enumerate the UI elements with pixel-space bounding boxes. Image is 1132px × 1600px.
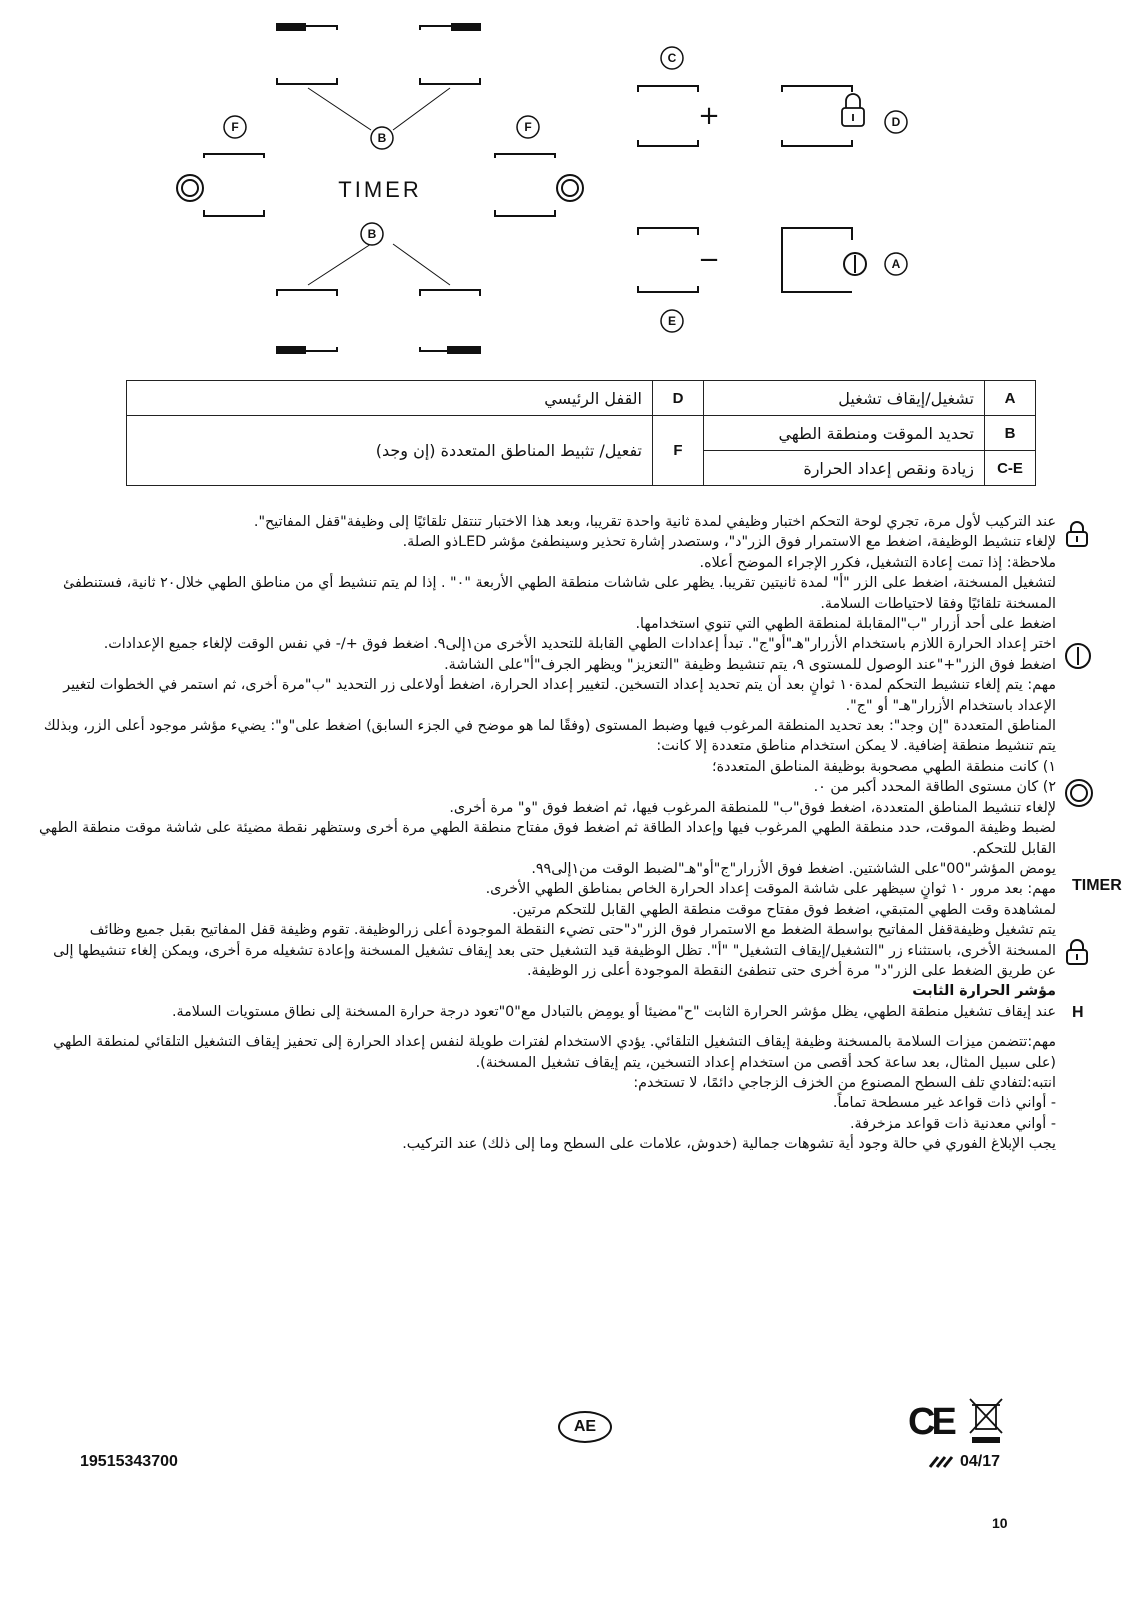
multizone-icon [1064,778,1094,808]
plus-key: + [698,101,720,131]
paragraph: - أواني معدنية ذات قواعد مزخرفة. [850,1115,1056,1132]
paragraph: لتشغيل المسخنة، اضغط على الزر "أ" لمدة ثانيتين تقريبا. يظهر على شاشات منطقة الطهي الأربعة "٠" . إذا لم يتم تنشيط أي من مناطق الطهي خلال٢٠ ثانية، فستنطفئ المسخنة تلقائيًا وفقا لاحتياطات السلامة. [63,575,1056,612]
section-key-lock [38,920,1056,981]
control-panel-diagram [0,0,1132,375]
legend-label: زيادة ونقص إعداد الحرارة [704,451,985,486]
callout-b-bottom: B [367,227,377,241]
paragraph: ٢) كان مستوى الطاقة المحدد أكبر من ٠. [813,779,1056,796]
lock-icon [1064,520,1090,548]
section-timer [38,818,1122,920]
paragraph: المناطق المتعددة "إن وجد": بعد تحديد المنطقة المرغوب فيها وضبط المستوى (وفقًا لما هو موضح في الجزء السابق) اضغط على"و": يضيء مؤشر موجود أعلى الزر، وبذلك يتم تنشيط منطقة إضافية. لا يمكن استخدام مناطق متعددة إلا كانت: [43,718,1056,755]
document-code: 19515343700 [80,1453,178,1470]
legend-key: C-E [985,451,1036,486]
timer-label: TIMER [338,177,422,202]
section-important [38,1032,1056,1154]
section-power [38,634,1056,716]
page-footer [0,1395,1132,1595]
weee-bin-icon [966,1395,1006,1445]
paragraph: لإلغاء تنشيط المناطق المتعددة، اضغط فوق"ب" للمنطقة المرغوب فيها، ثم اضغط فوق "و" مرة أخرى. [449,799,1056,816]
callout-b-top: B [377,131,387,145]
paragraph: اضغط فوق الزر"+"عند الوصول للمستوى ٩، يتم تنشيط وظيفة "التعزيز" ويظهر الجرف"أ"على الشاشة. [444,656,1056,673]
paragraph: يومض المؤشر"00"على الشاشتين. اضغط فوق الأزرار"ج"أو"هـ"لضبط الوقت من١إلى٩٩. [531,860,1056,877]
legend-row [127,416,1036,451]
paragraph: عند التركيب لأول مرة، تجري لوحة التحكم اختبار وظيفي لمدة ثانية واحدة تقريبا، وبعد هذا الاختبار تنتقل تلقائيًا إلى وظيفة"قفل المفاتيح". [253,514,1056,530]
section-lock-startup [38,512,1056,634]
section-heading: مؤشر الحرارة الثابت [912,983,1056,1000]
paragraph: ١) كانت منطقة الطهي مصحوبة بوظيفة المناطق المتعددة؛ [712,758,1056,775]
section-multizone [38,716,1056,818]
paragraph: لإلغاء تنشيط الوظيفة، اضغط مع الاستمرار فوق الزر"د"، وستصدر إشارة تحذير وسينطفئ مؤشر LEDذو الصلة. [402,534,1056,551]
legend-key: F [653,416,704,486]
minus-key: − [698,245,720,275]
h-section-label: H [1072,1004,1084,1022]
paragraph: عند إيقاف تشغيل منطقة الطهي، يظل مؤشر الحرارة الثابت "ح"مضيئا أو يومِض بالتبادل مع"0"تعود درجة حرارة المسخنة إلى نطاق مستويات السلامة. [171,1003,1056,1020]
callout-f-right: F [524,120,532,134]
paragraph: مهم: بعد مرور ١٠ ثوانٍ سيظهر على شاشة الموقت إعداد الحرارة الخاص بمناطق الطهي الأخرى. [485,881,1056,898]
power-icon [844,253,866,275]
timer-section-label: TIMER [1072,877,1122,895]
paragraph: لضبط وظيفة الموقت، حدد منطقة الطهي المرغوب فيها وإعداد الطاقة ثم اضغط فوق مفتاح منطقة الطهي مرة أخرى وستظهر نقطة مضيئة على شاشة موقت منطقة الطهي القابل للتحكم. [39,820,1056,857]
paragraph: مهم: يتم إلغاء تنشيط التحكم لمدة١٠ ثوانٍ بعد أن يتم تحديد إعداد التسخين. لتغيير إعداد الحرارة، اضغط أولاعلى زر التحديد "ب"مرة أخرى، ثم استمر في الخطوات لتغيير الإعداد باستخدام الأزرار"هـ" أو "ج". [63,677,1056,714]
legend-key: A [985,381,1036,416]
legend-key: B [985,416,1036,451]
callout-c: C [667,51,677,65]
paragraph: انتبه:لتفادي تلف السطح المصنوع من الخزف الزجاجي دائمًا، لا تستخدم: [633,1074,1056,1091]
paragraph: - أواني ذات قواعد غير مسطحة تماماً. [832,1095,1056,1112]
legend-row [127,381,1036,416]
legend-label: تفعيل/ تثبيط المناطق المتعددة (إن وجد) [127,416,653,486]
paragraph: لمشاهدة وقت الطهي المتبقي، اضغط فوق مفتاح موقت منطقة الطهي القابل للتحكم مرتين. [512,901,1056,918]
lock-icon [1064,938,1090,966]
paragraph: يجب الإبلاغ الفوري في حالة وجود أية تشوهات جمالية (خدوش، علامات على السطح وما إلى ذلك) عند التركيب. [402,1136,1056,1153]
paragraph: مهم:تتضمن ميزات السلامة بالمسخنة وظيفة إيقاف التشغيل التلقائي. يؤدي الاستخدام لفترات طويلة لنفس إعداد الحرارة إلى تحفيز إيقاف التشغيل التلقائي لمنطقة الطهي (على سبيل المثال، بعد ساعة كحد أقصى من استخدام إعداد التسخين، يتم إيقاف تشغيل المسخنة). [53,1034,1056,1071]
callout-e: E [667,314,677,328]
callout-a: A [891,257,901,271]
ce-mark-icon: CE [908,1401,953,1443]
paragraph: ملاحظة: إذا تمت إعادة التشغيل، فكرر الإجراء الموضح أعلاه. [699,554,1056,571]
power-icon [1064,642,1092,670]
lock-icon [842,94,864,126]
revision-date: 04/17 [960,1453,1001,1470]
legend-label: تحديد الموقت ومنطقة الطهي [704,416,985,451]
paragraph: اختر إعداد الحرارة اللازم باستخدام الأزرار"هـ"أو"ج". تبدأ إعدادات الطهي القابلة للتحديد الأخرى من١إلى٩. اضغط فوق +/- في نفس الوقت لإلغاء جميع الإعدادات. [103,636,1056,653]
callout-d: D [891,115,901,129]
callout-f-left: F [231,120,239,134]
legend-key: D [653,381,704,416]
page-number: 10 [992,1515,1008,1531]
brand-mark-icon [928,1455,954,1469]
paragraph: اضغط على أحد أزرار "ب"المقابلة لمنطقة الطهي التي تنوي استخدامها. [635,616,1056,633]
paragraph: يتم تشغيل وظيفةقفل المفاتيح بواسطة الضغط مع الاستمرار فوق الزر"د"حتى تضيء النقطة الموجودة أعلى زرالوظيفة. تقوم وظيفة قفل المفاتيح بقبل جميع وظائف المسخنة الأخرى، باستثناء زر "التشغيل/إيقاف التشغيل" "أ". تظل الوظيفة قيد التشغيل حتى بعد إيقاف تشغيل المسخنة وإعادة تشغيله مرة أخرى، ويمكن إلغاء تنشيطها إلى عن طريق الضغط على الزر"د" مرة أخرى حتى تنطفئ النقطة الموجودة أعلى زر الوظيفة. [53,922,1056,979]
section-residual-heat [38,981,1084,1022]
legend-table [126,380,1036,486]
legend-label: تشغيل/إيقاف تشغيل [704,381,985,416]
legend-label: القفل الرئيسي [127,381,653,416]
instructions-body [38,512,1122,1155]
country-badge: AE [558,1411,612,1443]
